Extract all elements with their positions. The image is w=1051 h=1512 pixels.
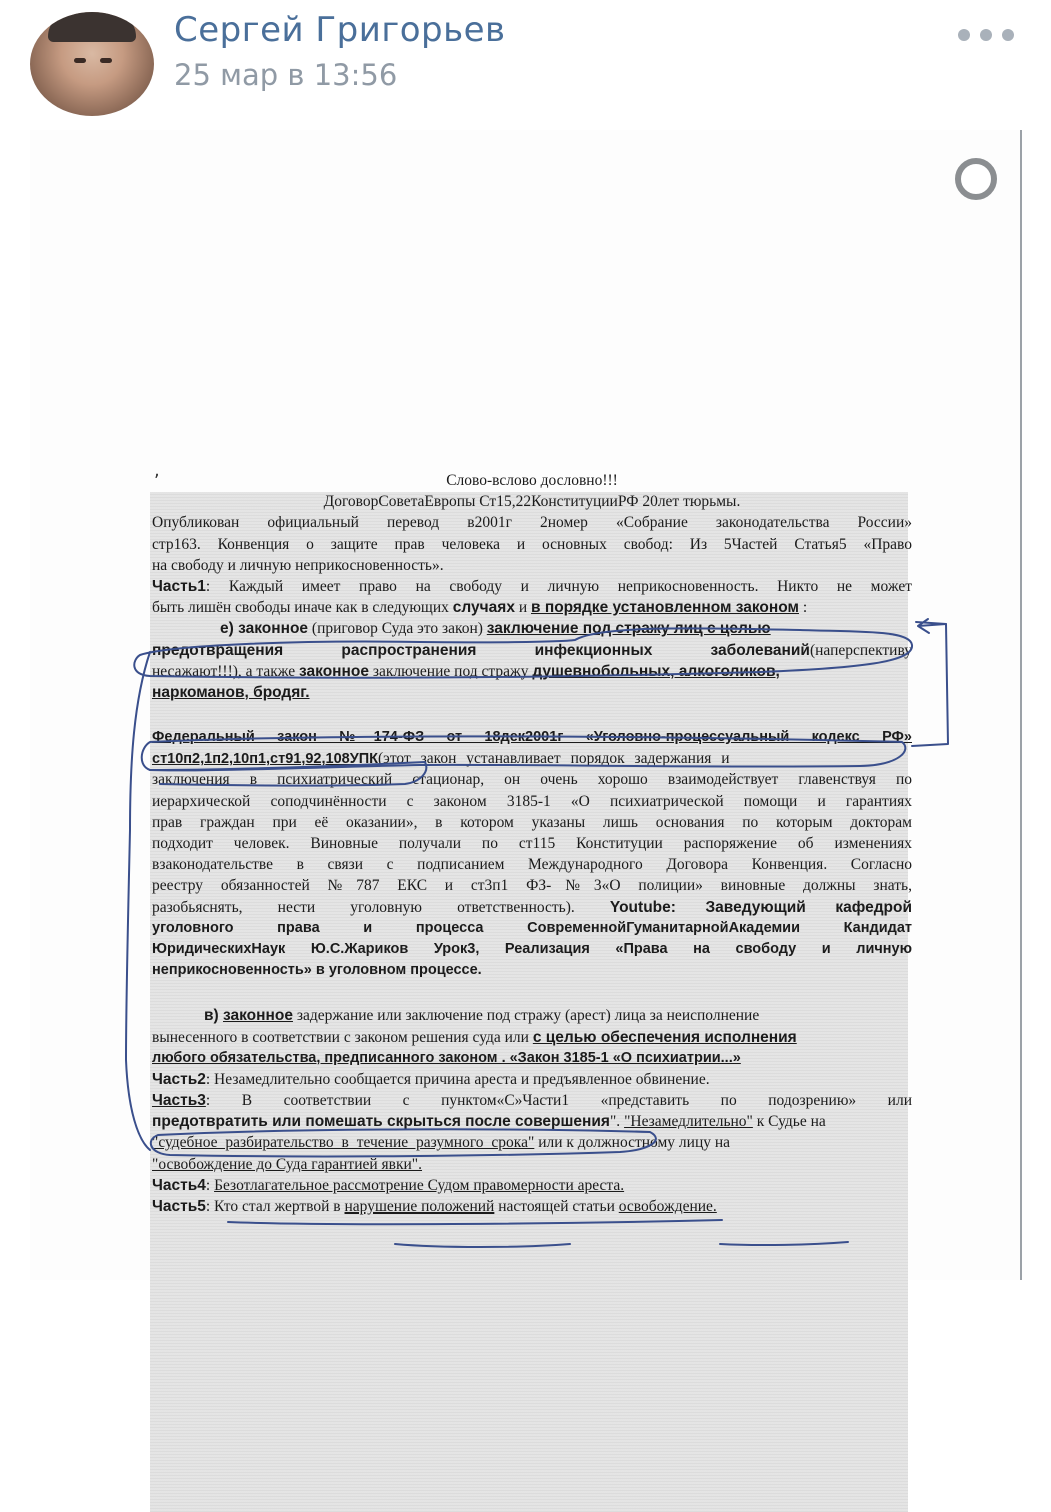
clause-e-line	[152, 640, 912, 661]
text-span: случаях	[452, 599, 515, 617]
scanned-document	[152, 470, 912, 1217]
text-span: : Незамедлительно сообщается причина ареста и предъявленное обвинение.	[205, 1070, 710, 1088]
text-span: настоящей статьи	[494, 1198, 619, 1215]
fed-law-line: реестру обязанностей №787 ЕКС и ст3п1 ФЗ-№3«О полиции» виновные должны знать,	[152, 877, 912, 895]
underlined-text: нарушение положений	[344, 1198, 495, 1215]
underlined-text: освобождение.	[618, 1198, 717, 1215]
part3-line	[152, 1111, 912, 1132]
text-span: или к должностному лицу на	[534, 1134, 731, 1152]
fed-law-line: неприкосновенность» в уголовном процессе.	[152, 962, 482, 979]
clause-v-line: любого обязательства, предписанного законом . «Закон 3185-1 «О психиатрии...»	[152, 1049, 741, 1066]
fed-law-line: уголовного права и процесса СовременнойГуманитарнойАкадемии Кандидат	[152, 919, 912, 936]
doc-line: Опубликован официальный перевод в2001г 2номер «Собрание законодательства России»	[152, 514, 912, 532]
part1-line	[152, 576, 912, 597]
text-span: (наперспективу	[809, 641, 912, 659]
clause-e-line: наркоманов, бродяг.	[152, 683, 310, 701]
avatar-hair	[48, 12, 136, 42]
text-span: (приговор Суда это закон)	[308, 620, 487, 638]
more-icon-dot	[1002, 29, 1014, 41]
part3-label: Часть3	[152, 1092, 206, 1110]
underlined-text: законное	[299, 662, 369, 680]
text-span: :	[798, 599, 808, 617]
doc-line: на свободу и личную неприкосновенность».	[152, 556, 444, 574]
part3-line	[152, 1090, 912, 1111]
avatar-eye-right	[100, 58, 112, 63]
underlined-text: "Незамедлительно"	[624, 1113, 753, 1131]
avatar[interactable]	[30, 12, 154, 116]
text-span: и	[514, 599, 531, 617]
underlined-text: с целью обеспечения исполнения	[532, 1028, 797, 1046]
part4-line: Часть4: Безотлагательное рассмотрение Судом правомерности ареста.	[152, 1176, 625, 1194]
stray-mark: ,	[154, 460, 160, 481]
author-name[interactable]: Сергей Григорьев	[174, 10, 506, 50]
clause-e-line	[152, 661, 912, 682]
text-span: несажают!!!), а также	[152, 662, 300, 680]
avatar-eye-left	[74, 58, 86, 63]
post-time[interactable]: 25 мар в 13:56	[174, 58, 398, 92]
fed-law-line: Федеральный закон №174-ФЗ от 18дек2001г «Уголовно-процессуальный кодекс РФ»	[152, 729, 912, 746]
text-span: Youtube: Заведующий кафедрой	[609, 898, 912, 916]
text-span: предотвращения распространения инфекционных заболеваний	[152, 641, 810, 659]
part2-label: Часть2	[152, 1070, 206, 1088]
text-span: вынесенного в соответствии с законом решения суда или	[152, 1028, 533, 1046]
fed-law-line: иерархической соподчинённости с законом 3185-1 «О психиатрической помощи и гарантиях	[152, 792, 912, 810]
underlined-text: ст10п2,1п2,10п1,ст91,92,108УПК	[152, 751, 379, 768]
part4-label: Часть4	[152, 1176, 206, 1194]
text-span: (этот закон устанавливает порядок задержания и	[378, 750, 730, 768]
text-span: ".	[609, 1113, 625, 1131]
part3-line	[152, 1132, 912, 1153]
part5-line	[152, 1196, 912, 1217]
more-icon-dot	[980, 29, 992, 41]
text-span: задержание или заключение под стражу (арест) лица за неисполнение	[292, 1007, 760, 1025]
part1-label: Часть1	[152, 577, 206, 595]
underlined-text: Безотлагательное рассмотрение Судом правомерности ареста.	[214, 1176, 625, 1194]
text-span: заключение под стражу	[369, 662, 533, 680]
part3-line: "освобождение до Суда гарантией явки".	[152, 1155, 423, 1173]
doc-line: стр163. Конвенция о защите прав человека и основных свобод: Из 5Частей Статья5 «Право	[152, 535, 912, 553]
part5-label: Часть5	[152, 1198, 206, 1215]
more-options-button[interactable]	[958, 22, 1014, 48]
fed-law-line: ЮридическихНаук Ю.С.Жариков Урок3, Реализация «Права на свободу и личную	[152, 940, 912, 957]
part1-text: : Каждый имеет право на свободу и личную неприкосновенность. Никто не может	[205, 577, 912, 595]
binder-hole	[955, 158, 997, 200]
fed-law-line: заключения в психиатрический стационар, он очень хорошо взаимодействует главенствуя по	[152, 771, 912, 789]
text-span: разобьяснять, нести уголовную ответственность).	[152, 898, 610, 916]
page-edge	[1020, 130, 1022, 1280]
more-icon-dot	[958, 29, 970, 41]
underlined-text: "судебное разбирательство в течение разумного срока"	[152, 1134, 535, 1152]
underlined-text: законное	[223, 1007, 293, 1025]
text-span: к Судье на	[752, 1113, 826, 1131]
fed-law-line	[152, 748, 912, 769]
clause-v-line	[152, 1027, 912, 1048]
part2-line	[152, 1069, 912, 1090]
clause-v-line	[152, 1005, 912, 1026]
underlined-text: в порядке установленном законом	[531, 599, 799, 617]
clause-e-line	[152, 618, 912, 639]
text-span: предотвратить или помешать скрыться после совершения	[152, 1113, 610, 1131]
part1-line	[152, 597, 912, 618]
post-header	[0, 0, 1051, 130]
text-span: е) законное	[220, 620, 309, 638]
underlined-text: заключение под стражу лиц с целью	[486, 620, 771, 638]
fed-law-line	[152, 897, 912, 918]
text-span: быть лишён свободы иначе как в следующих	[152, 599, 453, 617]
doc-title: Слово-вслово дословно!!!	[446, 472, 618, 489]
text-span: : В соответствии с пунктом«С»Части1 «представить по подозрению» или	[205, 1092, 912, 1110]
text-span: в)	[204, 1007, 223, 1025]
text-span: : Кто стал жертвой в	[205, 1198, 345, 1215]
fed-law-line: взаконодательстве в связи с подписанием Международного Договора Конвенция. Согласно	[152, 856, 912, 874]
fed-law-line: подходит человек. Виновные получали по ст115 Конституции распоряжение об изменениях	[152, 835, 912, 852]
doc-subtitle: ДоговорСоветаЕвропы Ст15,22КонституцииРФ 20лет тюрьмы.	[323, 493, 741, 511]
underlined-text: душевнобольных, алкоголиков,	[532, 662, 780, 680]
fed-law-line: прав граждан при её оказании», в котором указаны лишь основания по которым докторам	[152, 813, 912, 831]
